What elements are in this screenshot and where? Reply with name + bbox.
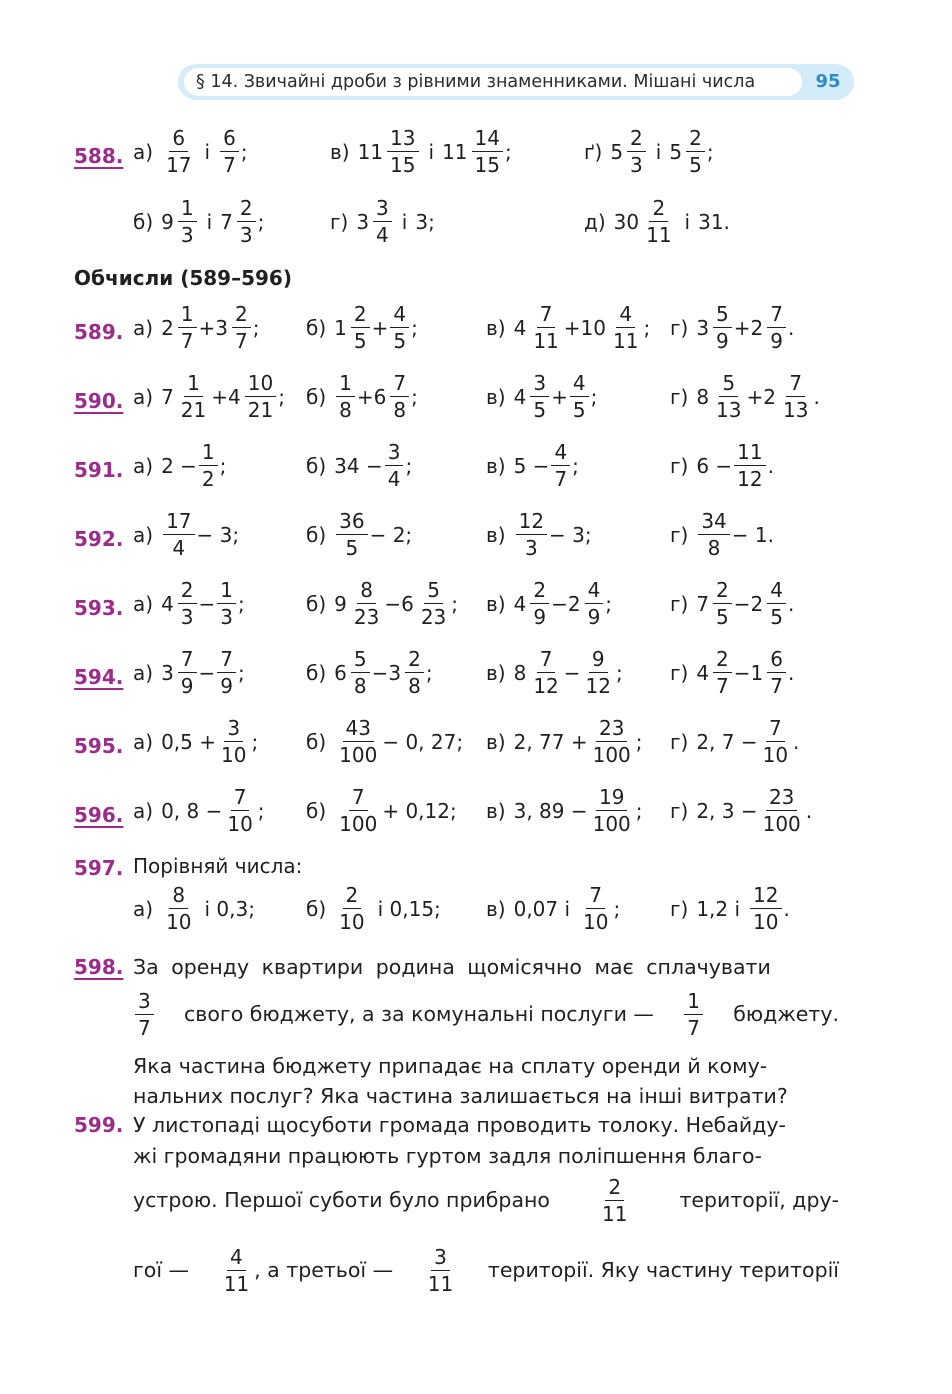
item-v: в) 5 − $\frac{4}{7}$ ;	[486, 440, 579, 491]
item-v: в) 4 $\frac{7}{11}$ + 10 $\frac{4}{11}$ ;	[486, 302, 651, 353]
item-v: в) 11 $\frac{13}{15}$ і 11 $\frac{14}{15}$ ;	[330, 126, 512, 177]
item-b: б) $\frac{2}{10}$ і 0,15;	[306, 883, 441, 934]
exercise-number: 591.	[74, 458, 124, 482]
item-b: б) 9 $\frac{1}{3}$ і 7 $\frac{2}{3}$ ;	[133, 196, 265, 247]
item-g: г) 1,2 і $\frac{12}{10}$ .	[670, 883, 790, 934]
item-g: г) 6 − $\frac{11}{12}$ .	[670, 440, 774, 491]
item-g: г) 2, 7 − $\frac{7}{10}$ .	[670, 716, 800, 767]
exercise-number: 597.	[74, 856, 124, 880]
item-v: в) 4 $\frac{3}{5}$ + $\frac{4}{5}$ ;	[486, 371, 598, 422]
section-heading: Обчисли (589–596)	[74, 266, 292, 290]
item-g2: ґ) 5 $\frac{2}{3}$ і 5 $\frac{2}{5}$ ;	[584, 126, 714, 177]
exercise-593	[0, 574, 952, 644]
exercise-number: 599.	[74, 1113, 124, 1137]
item-d: д) 30 $\frac{2}{11}$ і 31.	[584, 196, 730, 247]
exercise-number: 589.	[74, 320, 124, 344]
p598-line1: За оренду квартири родина щомісячно має сплачувати	[133, 955, 771, 979]
item-a: а) 7 $\frac{1}{21}$ + 4 $\frac{10}{21}$ ;	[133, 371, 285, 422]
item-a: а) 2 − $\frac{1}{2}$ ;	[133, 440, 227, 491]
p599-line3: устрою. Першої суботи було прибрано $\frac{2}{11}$ території, дру-	[133, 1174, 839, 1226]
item-a: а) 3 $\frac{7}{9}$ − $\frac{7}{9}$ ;	[133, 647, 245, 698]
item-a: а) 4 $\frac{2}{3}$ − $\frac{1}{3}$ ;	[133, 578, 245, 629]
exercise-number[interactable]: 588.	[74, 144, 124, 168]
item-b: б) $\frac{7}{100}$ + 0,12;	[306, 785, 457, 836]
item-b: б) 9 $\frac{8}{23}$ − 6 $\frac{5}{23}$ ;	[306, 578, 459, 629]
item-g: г) 8 $\frac{5}{13}$ + 2 $\frac{7}{13}$ .	[670, 371, 820, 422]
item-v: в) 2, 77 + $\frac{23}{100}$ ;	[486, 716, 643, 767]
exercise-number: 595.	[74, 734, 124, 758]
item-g: г) $\frac{34}{8}$ − 1.	[670, 509, 774, 560]
p599-line4: гої — $\frac{4}{11}$ , а третьої — $\frac{3}{11}$ території. Яку частину території	[133, 1244, 839, 1296]
exercise-596	[0, 781, 952, 851]
item-b: б) 1 $\frac{2}{5}$ + $\frac{4}{5}$ ;	[306, 302, 418, 353]
exercise-589	[0, 298, 952, 368]
exercise-592	[0, 505, 952, 575]
item-a: а) $\frac{6}{17}$ і $\frac{6}{7}$ ;	[133, 126, 248, 177]
exercise-594	[0, 643, 952, 713]
p598-line2: $\frac{3}{7}$ свого бюджету, а за комунальні послуги — $\frac{1}{7}$ бюджету.	[133, 984, 839, 1044]
exercise-number[interactable]: 590.	[74, 389, 124, 413]
item-g: г) 2, 3 − $\frac{23}{100}$ .	[670, 785, 813, 836]
exercise-591	[0, 436, 952, 506]
p599-line1: У листопаді щосуботи громада проводить толоку. Небайду-	[133, 1113, 786, 1137]
item-b: б) $\frac{1}{8}$ + 6 $\frac{7}{8}$ ;	[306, 371, 418, 422]
exercise-588-row2	[0, 192, 952, 262]
p598-line3: Яка частина бюджету припадає на сплату оренди й кому-	[133, 1054, 768, 1078]
exercise-595	[0, 712, 952, 782]
item-v: в) $\frac{12}{3}$ − 3;	[486, 509, 592, 560]
exercise-number: 592.	[74, 527, 124, 551]
item-a: а) $\frac{17}{4}$ − 3;	[133, 509, 240, 560]
exercise-number[interactable]: 594.	[74, 665, 124, 689]
item-a: а) 2 $\frac{1}{7}$ + 3 $\frac{2}{7}$ ;	[133, 302, 260, 353]
exercise-597-intro: Порівняй числа:	[133, 854, 303, 878]
item-a: а) 0,5 + $\frac{3}{10}$ ;	[133, 716, 259, 767]
item-b: б) $\frac{36}{5}$ − 2;	[306, 509, 413, 560]
item-v: в) 3, 89 − $\frac{19}{100}$ ;	[486, 785, 643, 836]
item-b: б) $\frac{43}{100}$ − 0, 27;	[306, 716, 464, 767]
exercise-590	[0, 367, 952, 437]
item-a: а) 0, 8 − $\frac{7}{10}$ ;	[133, 785, 265, 836]
p599-line2: жі громадяни працюють гуртом задля поліпшення благо-	[133, 1144, 762, 1168]
item-g: г) 3 $\frac{3}{4}$ і 3;	[330, 196, 435, 247]
exercise-number: 593.	[74, 596, 124, 620]
item-b: б) 6 $\frac{5}{8}$ − 3 $\frac{2}{8}$ ;	[306, 647, 433, 698]
item-b: б) 34 − $\frac{3}{4}$ ;	[306, 440, 413, 491]
exercise-597-items	[0, 879, 952, 949]
item-g: г) 3 $\frac{5}{9}$ + 2 $\frac{7}{9}$ .	[670, 302, 795, 353]
exercise-588-row1	[0, 122, 952, 192]
item-v: в) 8 $\frac{7}{12}$ − $\frac{9}{12}$ ;	[486, 647, 623, 698]
exercise-number[interactable]: 596.	[74, 803, 124, 827]
p598-line4: нальних послуг? Яка частина залишається на інші витрати?	[133, 1084, 788, 1108]
page-number: 95	[815, 71, 841, 92]
exercise-number[interactable]: 598.	[74, 955, 124, 979]
section-title: § 14. Звичайні дроби з рівними знаменниками. Мішані числа	[184, 68, 802, 96]
item-a: а) $\frac{8}{10}$ і 0,3;	[133, 883, 255, 934]
item-v: в) 4 $\frac{2}{9}$ − 2 $\frac{4}{9}$ ;	[486, 578, 613, 629]
item-g: г) 4 $\frac{2}{7}$ − 1 $\frac{6}{7}$ .	[670, 647, 795, 698]
item-v: в) 0,07 і $\frac{7}{10}$ ;	[486, 883, 621, 934]
item-g: г) 7 $\frac{2}{5}$ − 2 $\frac{4}{5}$ .	[670, 578, 795, 629]
